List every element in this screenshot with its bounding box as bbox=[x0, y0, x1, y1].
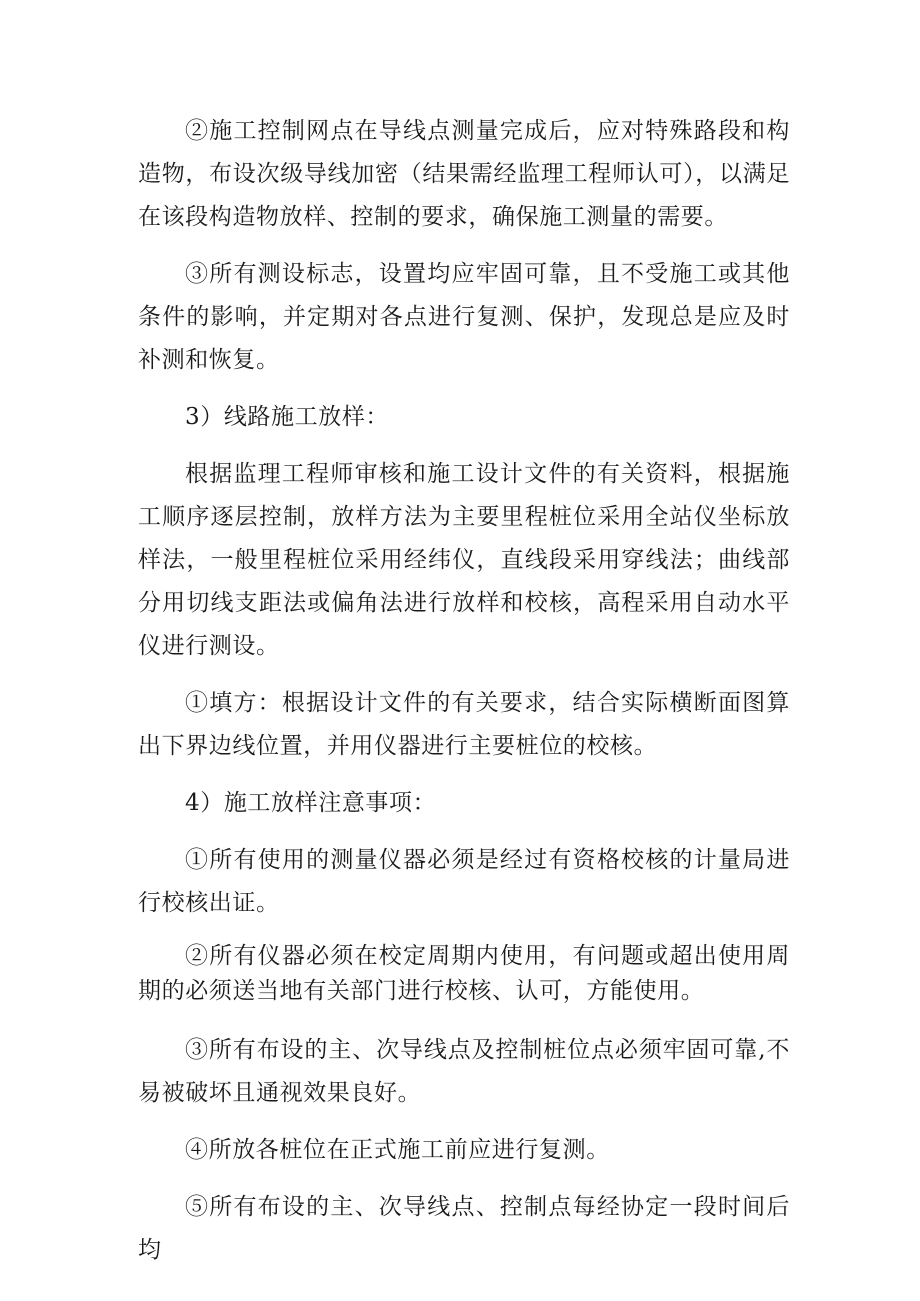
heading-layout-notes: 4）施工放样注意事项： bbox=[185, 790, 437, 816]
paragraph-layout-method: 根据监理工程师审核和施工设计文件的有关资料，根据施工顺序逐层控制，放样方法为主要里程桩位采用全站仪坐标放样法，一般里程桩位采用经纬仪，直线段采用穿线法；曲线部分用切线支距法或偏角法进行放样和校核，高程采用自动水平仪进行测设。 bbox=[138, 461, 790, 659]
paragraph-instrument-certification: ①所有使用的测量仪器必须是经过有资格校核的计量局进行校核出证。 bbox=[138, 847, 790, 916]
document-body bbox=[138, 110, 790, 1286]
paragraph-recheck: ④所放各桩位在正式施工前应进行复测。 bbox=[185, 1137, 610, 1163]
paragraph-control-network: ②施工控制网点在导线点测量完成后，应对特殊路段和构造物，布设次级导线加密（结果需经监理工程师认可），以满足在该段构造物放样、控制的要求，确保施工测量的需要。 bbox=[138, 118, 790, 230]
paragraph-periodic-check: ⑤所有布设的主、次导线点、控制点每经协定一段时间后均 bbox=[138, 1194, 790, 1263]
paragraph-calibration-period: ②所有仪器必须在校定周期内使用，有问题或超出使用周期的必须送当地有关部门进行校核、认可，方能使用。 bbox=[138, 943, 790, 1004]
paragraph-control-points: ③所有布设的主、次导线点及控制桩位点必须牢固可靠,不易被破坏且通视效果良好。 bbox=[138, 1037, 790, 1106]
paragraph-fill: ①填方：根据设计文件的有关要求，结合实际横断面图算出下界边线位置，并用仪器进行主要桩位的校核。 bbox=[138, 690, 790, 759]
heading-line-layout: 3）线路施工放样： bbox=[185, 404, 390, 430]
paragraph-survey-markers: ③所有测设标志，设置均应牢固可靠，且不受施工或其他条件的影响，并定期对各点进行复测、保护，发现总是应及时补测和恢复。 bbox=[138, 261, 790, 373]
